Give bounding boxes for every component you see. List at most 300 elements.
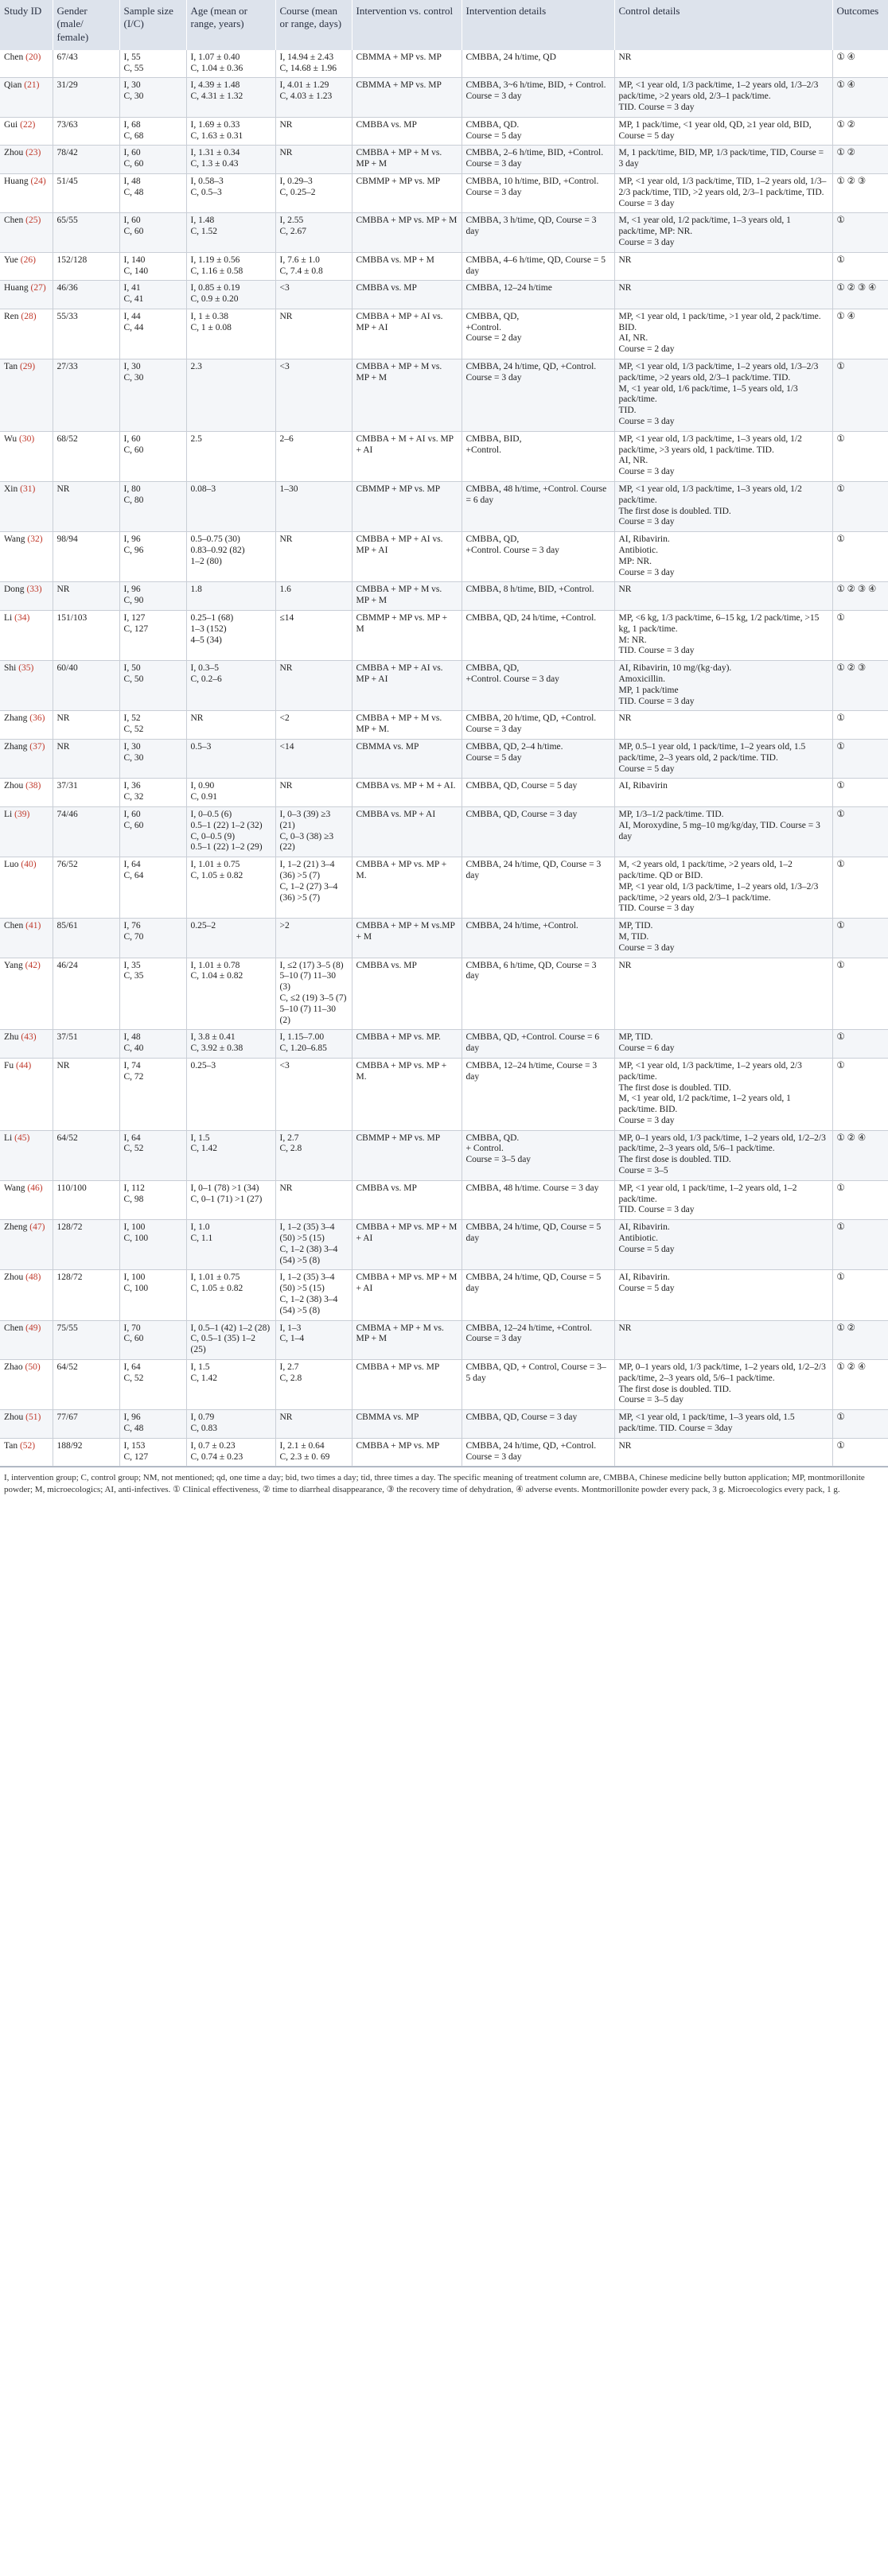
intervention-cell: CBMMP + MP vs. MP + M xyxy=(352,611,462,661)
study-author: Tan xyxy=(4,362,18,372)
sample-size-cell: I, 64 C, 52 xyxy=(119,1130,186,1180)
intervention-cell: CMBBA + MP vs. MP + M + AI xyxy=(352,1270,462,1320)
table-row xyxy=(0,1130,888,1180)
reference-link[interactable]: (50) xyxy=(25,1362,41,1373)
reference-link[interactable]: (25) xyxy=(25,216,41,226)
study-author: Chen xyxy=(4,921,24,931)
column-header: Age (mean or range, years) xyxy=(186,0,275,50)
course-cell: I, 1–3 C, 1–4 xyxy=(275,1320,352,1359)
intervention-cell: CMBBA + MP + M vs. MP + M xyxy=(352,582,462,611)
sample-size-cell: I, 52 C, 52 xyxy=(119,711,186,740)
gender-cell: NR xyxy=(53,482,119,532)
reference-link[interactable]: (34) xyxy=(14,613,30,624)
outcomes-cell: ① xyxy=(832,532,888,582)
table-body xyxy=(0,50,888,1467)
gender-cell: 75/55 xyxy=(53,1320,119,1359)
sample-size-cell: I, 70 C, 60 xyxy=(119,1320,186,1359)
gender-cell: 46/24 xyxy=(53,958,119,1030)
intervention-details-cell: CMBBA, 24 h/time, QD, +Control. Course = 3 day xyxy=(462,359,614,432)
study-id-cell xyxy=(0,281,53,309)
table-row xyxy=(0,146,888,174)
study-id-cell xyxy=(0,146,53,174)
study-id-cell xyxy=(0,1030,53,1059)
intervention-details-cell: CMBBA, 24 h/time, +Control. xyxy=(462,919,614,958)
intervention-details-cell: CMBBA, 12–24 h/time, Course = 3 day xyxy=(462,1058,614,1130)
study-author: Gui xyxy=(4,119,18,130)
course-cell: I, 2.55 C, 2.67 xyxy=(275,213,352,252)
control-details-cell: NR xyxy=(614,252,832,281)
gender-cell: NR xyxy=(53,711,119,740)
study-id-cell xyxy=(0,50,53,78)
outcomes-cell: ① ② ④ xyxy=(832,1130,888,1180)
intervention-details-cell: CMBBA, QD, +Control. Course = 3 day xyxy=(462,661,614,711)
control-details-cell: MP, TID. Course = 6 day xyxy=(614,1030,832,1059)
intervention-details-cell: CMBBA, QD, +Control. Course = 6 day xyxy=(462,1030,614,1059)
intervention-cell: CMBBA + MP vs. MP xyxy=(352,1360,462,1410)
gender-cell: 55/33 xyxy=(53,309,119,359)
intervention-details-cell: CMBBA, 48 h/time. Course = 3 day xyxy=(462,1180,614,1219)
outcomes-cell: ① ④ xyxy=(832,50,888,78)
outcomes-cell: ① ② ④ xyxy=(832,1360,888,1410)
sample-size-cell: I, 112 C, 98 xyxy=(119,1180,186,1219)
intervention-cell: CMBBA vs. MP xyxy=(352,958,462,1030)
course-cell: I, 2.7 C, 2.8 xyxy=(275,1360,352,1410)
study-id-cell xyxy=(0,779,53,807)
age-cell: I, 0–0.5 (6) 0.5–1 (22) 1–2 (32) C, 0–0.5 (9) 0.5–1 (22) 1–2 (29) xyxy=(186,806,275,857)
outcomes-cell: ① ② ③ xyxy=(832,173,888,212)
study-id-cell xyxy=(0,532,53,582)
study-author: Chen xyxy=(4,52,24,62)
course-cell: I, ≤2 (17) 3–5 (8) 5–10 (7) 11–30 (3) C, ≤2 (19) 3–5 (7) 5–10 (7) 11–30 (2) xyxy=(275,958,352,1030)
course-cell: NR xyxy=(275,779,352,807)
sample-size-cell: I, 36 C, 32 xyxy=(119,779,186,807)
sample-size-cell: I, 153 C, 127 xyxy=(119,1438,186,1467)
header-row xyxy=(0,0,888,50)
sample-size-cell: I, 140 C, 140 xyxy=(119,252,186,281)
column-header: Intervention vs. control xyxy=(352,0,462,50)
gender-cell: 68/52 xyxy=(53,431,119,481)
intervention-cell: CMBBA + MP vs. MP. xyxy=(352,1030,462,1059)
sample-size-cell: I, 100 C, 100 xyxy=(119,1270,186,1320)
outcomes-cell: ① xyxy=(832,739,888,778)
age-cell: 2.3 xyxy=(186,359,275,432)
outcomes-cell: ① xyxy=(832,1180,888,1219)
study-id-cell xyxy=(0,1130,53,1180)
gender-cell: 98/94 xyxy=(53,532,119,582)
intervention-cell: CMBBA vs. MP + M xyxy=(352,252,462,281)
age-cell: I, 3.8 ± 0.41 C, 3.92 ± 0.38 xyxy=(186,1030,275,1059)
gender-cell: 27/33 xyxy=(53,359,119,432)
course-cell: I, 1–2 (21) 3–4 (36) >5 (7) C, 1–2 (27) 3–4 (36) >5 (7) xyxy=(275,857,352,919)
study-id-cell xyxy=(0,252,53,281)
course-cell: NR xyxy=(275,309,352,359)
study-author: Zhang xyxy=(4,741,28,752)
age-cell: 0.25–2 xyxy=(186,919,275,958)
intervention-cell: CBMMP + MP vs. MP xyxy=(352,173,462,212)
reference-link[interactable]: (24) xyxy=(30,176,46,186)
reference-link[interactable]: (23) xyxy=(25,148,41,158)
study-id-cell xyxy=(0,482,53,532)
control-details-cell: MP, <1 year old, 1 pack/time, 1–3 years old, 1.5 pack/time. TID. Course = 3day xyxy=(614,1410,832,1439)
outcomes-cell: ① xyxy=(832,252,888,281)
reference-link[interactable]: (46) xyxy=(27,1183,43,1193)
outcomes-cell: ① ④ xyxy=(832,78,888,117)
study-id-cell xyxy=(0,739,53,778)
course-cell: I, 0.29–3 C, 0.25–2 xyxy=(275,173,352,212)
study-author: Yang xyxy=(4,960,23,970)
table-row xyxy=(0,1180,888,1219)
control-details-cell: MP, <1 year old, 1/3 pack/time, TID, 1–2 years old, 1/3–2/3 pack/time, TID, >2 years old, 2/3–1 pack/time, TID. Course = 3 day xyxy=(614,173,832,212)
outcomes-cell: ① xyxy=(832,359,888,432)
control-details-cell: MP, <1 year old, 1/3 pack/time, 1–3 years old, 1/2 pack/time. The first dose is doubled. TID. Course = 3 day xyxy=(614,482,832,532)
sample-size-cell: I, 74 C, 72 xyxy=(119,1058,186,1130)
intervention-details-cell: CMBBA, QD, + Control, Course = 3–5 day xyxy=(462,1360,614,1410)
intervention-details-cell: CMBBA, 4–6 h/time, QD, Course = 5 day xyxy=(462,252,614,281)
intervention-details-cell: CMBBA, 6 h/time, QD, Course = 3 day xyxy=(462,958,614,1030)
reference-link[interactable]: (31) xyxy=(20,484,36,495)
study-id-cell xyxy=(0,173,53,212)
intervention-cell: CMBBA vs. MP + AI xyxy=(352,806,462,857)
column-header: Control details xyxy=(614,0,832,50)
age-cell: I, 0.90 C, 0.91 xyxy=(186,779,275,807)
table-row xyxy=(0,1220,888,1270)
control-details-cell: MP, <6 kg, 1/3 pack/time, 6–15 kg, 1/2 pack/time, >15 kg, 1 pack/time. M: NR. TID. Course = 3 day xyxy=(614,611,832,661)
control-details-cell: AI, Ribavirin xyxy=(614,779,832,807)
gender-cell: 37/51 xyxy=(53,1030,119,1059)
gender-cell: 64/52 xyxy=(53,1360,119,1410)
outcomes-cell: ① xyxy=(832,779,888,807)
intervention-details-cell: CMBBA, 10 h/time, BID, +Control. Course = 3 day xyxy=(462,173,614,212)
study-author: Dong xyxy=(4,585,25,595)
table-row xyxy=(0,806,888,857)
control-details-cell: NR xyxy=(614,1438,832,1467)
course-cell: I, 1–2 (35) 3–4 (50) >5 (15) C, 1–2 (38) 3–4 (54) >5 (8) xyxy=(275,1270,352,1320)
age-cell: I, 1 ± 0.38 C, 1 ± 0.08 xyxy=(186,309,275,359)
table-row xyxy=(0,857,888,919)
study-author: Luo xyxy=(4,860,19,870)
study-id-cell xyxy=(0,1360,53,1410)
gender-cell: 60/40 xyxy=(53,661,119,711)
study-id-cell xyxy=(0,958,53,1030)
intervention-details-cell: CMBBA, 3~6 h/time, BID, + Control. Course = 3 day xyxy=(462,78,614,117)
study-id-cell xyxy=(0,661,53,711)
study-id-cell xyxy=(0,806,53,857)
control-details-cell: MP, 0.5–1 year old, 1 pack/time, 1–2 years old, 1.5 pack/time, 2–3 years old, 2 pack/time. TID. Course = 5 day xyxy=(614,739,832,778)
table-row xyxy=(0,711,888,740)
age-cell: I, 1.01 ± 0.75 C, 1.05 ± 0.82 xyxy=(186,1270,275,1320)
outcomes-cell: ① ② xyxy=(832,1320,888,1359)
study-author: Zhang xyxy=(4,713,28,724)
control-details-cell: NR xyxy=(614,582,832,611)
sample-size-cell: I, 30 C, 30 xyxy=(119,78,186,117)
intervention-details-cell: CMBBA, 48 h/time, +Control. Course = 6 day xyxy=(462,482,614,532)
reference-link[interactable]: (20) xyxy=(25,52,41,62)
reference-link[interactable]: (48) xyxy=(25,1272,41,1283)
reference-link[interactable]: (22) xyxy=(20,119,36,130)
table-row xyxy=(0,281,888,309)
course-cell: <2 xyxy=(275,711,352,740)
study-id-cell xyxy=(0,1058,53,1130)
age-cell: I, 4.39 ± 1.48 C, 4.31 ± 1.32 xyxy=(186,78,275,117)
intervention-details-cell: CMBBA, 12–24 h/time, +Control. Course = 3 day xyxy=(462,1320,614,1359)
study-author: Ren xyxy=(4,311,19,321)
column-header: Study ID xyxy=(0,0,53,50)
age-cell: I, 0.7 ± 0.23 C, 0.74 ± 0.23 xyxy=(186,1438,275,1467)
study-id-cell xyxy=(0,1270,53,1320)
table-row xyxy=(0,1030,888,1059)
gender-cell: 51/45 xyxy=(53,173,119,212)
reference-link[interactable]: (26) xyxy=(20,254,36,265)
reference-link[interactable]: (30) xyxy=(19,433,35,444)
age-cell: 0.25–1 (68) 1–3 (152) 4–5 (34) xyxy=(186,611,275,661)
study-id-cell xyxy=(0,213,53,252)
intervention-cell: CMBBA vs. MP xyxy=(352,1180,462,1219)
intervention-cell: CMBBA + MP + AI vs. MP + AI xyxy=(352,309,462,359)
intervention-cell: CMBBA + MP vs. MP xyxy=(352,1438,462,1467)
outcomes-cell: ① ② ③ ④ xyxy=(832,582,888,611)
intervention-details-cell: CMBBA, 8 h/time, BID, +Control. xyxy=(462,582,614,611)
table-footnote: I, intervention group; C, control group; NM, not mentioned; qd, one time a day; bid, two times a day; tid, three times a day. The specific meaning of treatment column are, CMBBA, Chinese medicine belly button application; MP, montmorillonite powder; M, microecologics; AI, anti-infectives. ① Clinical effectiveness, ② time to diarrheal disappearance, ③ the recovery time of dehydration, ④ adverse events. Montmorillonite powder every pack, 3 g. Microecologics every pack, 1 g. xyxy=(0,1467,888,1495)
reference-link[interactable]: (27) xyxy=(30,283,46,293)
course-cell: NR xyxy=(275,1410,352,1439)
study-id-cell xyxy=(0,582,53,611)
outcomes-cell: ① xyxy=(832,857,888,919)
reference-link[interactable]: (21) xyxy=(24,80,40,91)
outcomes-cell: ① xyxy=(832,431,888,481)
table-row xyxy=(0,1270,888,1320)
intervention-cell: CMBBA + MP + M vs. MP + M xyxy=(352,359,462,432)
study-id-cell xyxy=(0,431,53,481)
study-author: Li xyxy=(4,809,13,819)
study-author: Li xyxy=(4,1133,13,1143)
age-cell: I, 1.5 C, 1.42 xyxy=(186,1360,275,1410)
outcomes-cell: ① xyxy=(832,1030,888,1059)
table-row xyxy=(0,1320,888,1359)
outcomes-cell: ① ② xyxy=(832,117,888,146)
study-id-cell xyxy=(0,1410,53,1439)
outcomes-cell: ① xyxy=(832,213,888,252)
reference-link[interactable]: (49) xyxy=(25,1323,41,1333)
table-row xyxy=(0,1360,888,1410)
column-header: Sample size (I/C) xyxy=(119,0,186,50)
course-cell: I, 7.6 ± 1.0 C, 7.4 ± 0.8 xyxy=(275,252,352,281)
age-cell: I, 1.5 C, 1.42 xyxy=(186,1130,275,1180)
reference-link[interactable]: (41) xyxy=(25,921,41,931)
column-header: Outcomes xyxy=(832,0,888,50)
study-author: Zhao xyxy=(4,1362,23,1373)
course-cell: NR xyxy=(275,532,352,582)
outcomes-cell: ① xyxy=(832,1438,888,1467)
reference-link[interactable]: (32) xyxy=(27,534,43,545)
course-cell: <3 xyxy=(275,1058,352,1130)
reference-link[interactable]: (51) xyxy=(25,1412,41,1423)
intervention-details-cell: CMBBA, 20 h/time, QD, +Control. Course = 3 day xyxy=(462,711,614,740)
intervention-details-cell: CMBBA, 24 h/time, QD xyxy=(462,50,614,78)
intervention-details-cell: CMBBA, QD, 24 h/time, +Control. xyxy=(462,611,614,661)
study-id-cell xyxy=(0,857,53,919)
intervention-cell: CBMMA + MP vs. MP xyxy=(352,78,462,117)
sample-size-cell: I, 60 C, 60 xyxy=(119,431,186,481)
intervention-cell: CBMMA + MP vs. MP xyxy=(352,50,462,78)
reference-link[interactable]: (43) xyxy=(21,1032,37,1043)
study-id-cell xyxy=(0,919,53,958)
gender-cell: NR xyxy=(53,739,119,778)
control-details-cell: MP, TID. M, TID. Course = 3 day xyxy=(614,919,832,958)
column-header: Course (mean or range, days) xyxy=(275,0,352,50)
outcomes-cell: ① xyxy=(832,1220,888,1270)
sample-size-cell: I, 41 C, 41 xyxy=(119,281,186,309)
sample-size-cell: I, 60 C, 60 xyxy=(119,806,186,857)
study-id-cell xyxy=(0,117,53,146)
outcomes-cell: ① xyxy=(832,482,888,532)
control-details-cell: MP, 1 pack/time, <1 year old, QD, ≥1 year old, BID, Course = 5 day xyxy=(614,117,832,146)
control-details-cell: MP, <1 year old, 1/3 pack/time, 1–2 years old, 2/3 pack/time. The first dose is doubled. TID. M, <1 year old, 1/2 pack/time, 1–2 years old, 1 pack/time. BID. Course = 3 day xyxy=(614,1058,832,1130)
intervention-cell: CMBBA + MP + M vs.MP + M xyxy=(352,919,462,958)
course-cell: NR xyxy=(275,661,352,711)
sample-size-cell: I, 80 C, 80 xyxy=(119,482,186,532)
outcomes-cell: ① xyxy=(832,1058,888,1130)
control-details-cell: MP, <1 year old, 1/3 pack/time, 1–3 years old, 1/2 pack/time, >3 years old, 1 pack/time. TID. AI, NR. Course = 3 day xyxy=(614,431,832,481)
age-cell: I, 0.85 ± 0.19 C, 0.9 ± 0.20 xyxy=(186,281,275,309)
reference-link[interactable]: (36) xyxy=(29,713,45,724)
outcomes-cell: ① xyxy=(832,1410,888,1439)
outcomes-cell: ① xyxy=(832,958,888,1030)
age-cell: I, 1.69 ± 0.33 C, 1.63 ± 0.31 xyxy=(186,117,275,146)
intervention-cell: CMBBA vs. MP xyxy=(352,281,462,309)
study-author: Li xyxy=(4,613,13,624)
study-author: Huang xyxy=(4,176,29,186)
study-author: Chen xyxy=(4,216,24,226)
study-author: Wang xyxy=(4,534,25,545)
sample-size-cell: I, 55 C, 55 xyxy=(119,50,186,78)
intervention-cell: CMBBA + MP vs. MP + M. xyxy=(352,857,462,919)
intervention-cell: CMBBA + MP vs. MP + M + AI xyxy=(352,1220,462,1270)
course-cell: <14 xyxy=(275,739,352,778)
age-cell: I, 0.79 C, 0.83 xyxy=(186,1410,275,1439)
gender-cell: 64/52 xyxy=(53,1130,119,1180)
sample-size-cell: I, 100 C, 100 xyxy=(119,1220,186,1270)
gender-cell: 110/100 xyxy=(53,1180,119,1219)
study-author: Zhou xyxy=(4,781,24,791)
reference-link[interactable]: (38) xyxy=(25,781,41,791)
age-cell: 0.5–3 xyxy=(186,739,275,778)
table-row xyxy=(0,252,888,281)
outcomes-cell: ① xyxy=(832,1270,888,1320)
sample-size-cell: I, 68 C, 68 xyxy=(119,117,186,146)
age-cell: 2.5 xyxy=(186,431,275,481)
sample-size-cell: I, 48 C, 40 xyxy=(119,1030,186,1059)
sample-size-cell: I, 60 C, 60 xyxy=(119,146,186,174)
table-row xyxy=(0,173,888,212)
intervention-cell: CMBBA vs. MP + M + AI. xyxy=(352,779,462,807)
outcomes-cell: ① ② xyxy=(832,146,888,174)
intervention-details-cell: CMBBA, 2–6 h/time, BID, +Control. Course = 3 day xyxy=(462,146,614,174)
age-cell: NR xyxy=(186,711,275,740)
control-details-cell: M, <2 years old, 1 pack/time, >2 years old, 1–2 pack/time. QD or BID. MP, <1 year old, 1/3 pack/time, 1–2 years old, 1/3–2/3 pack/time, >2 years old, 2/3–1 pack/time. TID. Course = 3 day xyxy=(614,857,832,919)
intervention-cell: CMBBA + MP vs. MP + M xyxy=(352,213,462,252)
age-cell: 1.8 xyxy=(186,582,275,611)
intervention-details-cell: CMBBA, QD, 2–4 h/time. Course = 5 day xyxy=(462,739,614,778)
intervention-cell: CMBBA + MP + AI vs. MP + AI xyxy=(352,661,462,711)
reference-link[interactable]: (52) xyxy=(19,1440,36,1451)
study-author: Tan xyxy=(4,1440,18,1451)
control-details-cell: NR xyxy=(614,711,832,740)
reference-link[interactable]: (37) xyxy=(29,741,45,752)
control-details-cell: AI, Ribavirin. Course = 5 day xyxy=(614,1270,832,1320)
control-details-cell: NR xyxy=(614,50,832,78)
study-id-cell xyxy=(0,78,53,117)
control-details-cell: MP, <1 year old, 1 pack/time, >1 year old, 2 pack/time. BID. AI, NR. Course = 2 day xyxy=(614,309,832,359)
sample-size-cell: I, 60 C, 60 xyxy=(119,213,186,252)
intervention-details-cell: CMBBA, QD. Course = 5 day xyxy=(462,117,614,146)
study-author: Zhou xyxy=(4,1272,24,1283)
age-cell: I, 0.58–3 C, 0.5–3 xyxy=(186,173,275,212)
control-details-cell: AI, Ribavirin. Antibiotic. Course = 5 day xyxy=(614,1220,832,1270)
intervention-details-cell: CMBBA, 24 h/time, QD, +Control. Course = 3 day xyxy=(462,1438,614,1467)
gender-cell: 74/46 xyxy=(53,806,119,857)
outcomes-cell: ① xyxy=(832,919,888,958)
control-details-cell: M, <1 year old, 1/2 pack/time, 1–3 years old, 1 pack/time, MP: NR. Course = 3 day xyxy=(614,213,832,252)
sample-size-cell: I, 48 C, 48 xyxy=(119,173,186,212)
reference-link[interactable]: (47) xyxy=(29,1222,45,1233)
intervention-cell: CBMMP + MP vs. MP xyxy=(352,482,462,532)
column-header: Gender (male/ female) xyxy=(53,0,119,50)
reference-link[interactable]: (35) xyxy=(18,663,34,674)
outcomes-cell: ① xyxy=(832,711,888,740)
reference-link[interactable]: (29) xyxy=(19,362,36,372)
intervention-cell: CMBBA + MP vs. MP + M. xyxy=(352,1058,462,1130)
table-row xyxy=(0,359,888,432)
control-details-cell: AI, Ribavirin. Antibiotic. MP: NR. Course = 3 day xyxy=(614,532,832,582)
age-cell: I, 1.0 C, 1.1 xyxy=(186,1220,275,1270)
table-row xyxy=(0,958,888,1030)
gender-cell: 77/67 xyxy=(53,1410,119,1439)
age-cell: I, 1.48 C, 1.52 xyxy=(186,213,275,252)
gender-cell: 65/55 xyxy=(53,213,119,252)
sample-size-cell: I, 127 C, 127 xyxy=(119,611,186,661)
reference-link[interactable]: (44) xyxy=(16,1060,32,1070)
intervention-details-cell: CMBBA, 24 h/time, QD, Course = 3 day xyxy=(462,857,614,919)
table-row xyxy=(0,309,888,359)
course-cell: I, 1.15–7.00 C, 1.20–6.85 xyxy=(275,1030,352,1059)
intervention-details-cell: CMBBA, QD, +Control. Course = 2 day xyxy=(462,309,614,359)
intervention-cell: CBMMP + MP vs. MP xyxy=(352,1130,462,1180)
age-cell: I, 1.31 ± 0.34 C, 1.3 ± 0.43 xyxy=(186,146,275,174)
reference-link[interactable]: (40) xyxy=(21,860,37,870)
reference-link[interactable]: (39) xyxy=(14,809,30,819)
gender-cell: 67/43 xyxy=(53,50,119,78)
outcomes-cell: ① xyxy=(832,806,888,857)
reference-link[interactable]: (28) xyxy=(21,311,37,321)
table-row xyxy=(0,78,888,117)
age-cell: I, 1.19 ± 0.56 C, 1.16 ± 0.58 xyxy=(186,252,275,281)
gender-cell: 78/42 xyxy=(53,146,119,174)
study-author: Yue xyxy=(4,254,18,265)
reference-link[interactable]: (45) xyxy=(14,1133,30,1143)
reference-link[interactable]: (33) xyxy=(26,585,42,595)
intervention-cell: CMBBA vs. MP xyxy=(352,117,462,146)
control-details-cell: M, 1 pack/time, BID, MP, 1/3 pack/time, TID, Course = 3 day xyxy=(614,146,832,174)
study-author: Wu xyxy=(4,433,18,444)
control-details-cell: MP, 0–1 years old, 1/3 pack/time, 1–2 years old, 1/2–2/3 pack/time, 2–3 years old, 5/6–1 pack/time. The first dose is doubled. TID. Course = 3–5 day xyxy=(614,1360,832,1410)
reference-link[interactable]: (42) xyxy=(25,960,41,970)
intervention-cell: CMBMA + MP + M vs. MP + M xyxy=(352,1320,462,1359)
study-author: Qian xyxy=(4,80,22,91)
gender-cell: 73/63 xyxy=(53,117,119,146)
intervention-cell: CMBBA + M + AI vs. MP + AI xyxy=(352,431,462,481)
study-author: Xin xyxy=(4,484,18,495)
gender-cell: NR xyxy=(53,582,119,611)
